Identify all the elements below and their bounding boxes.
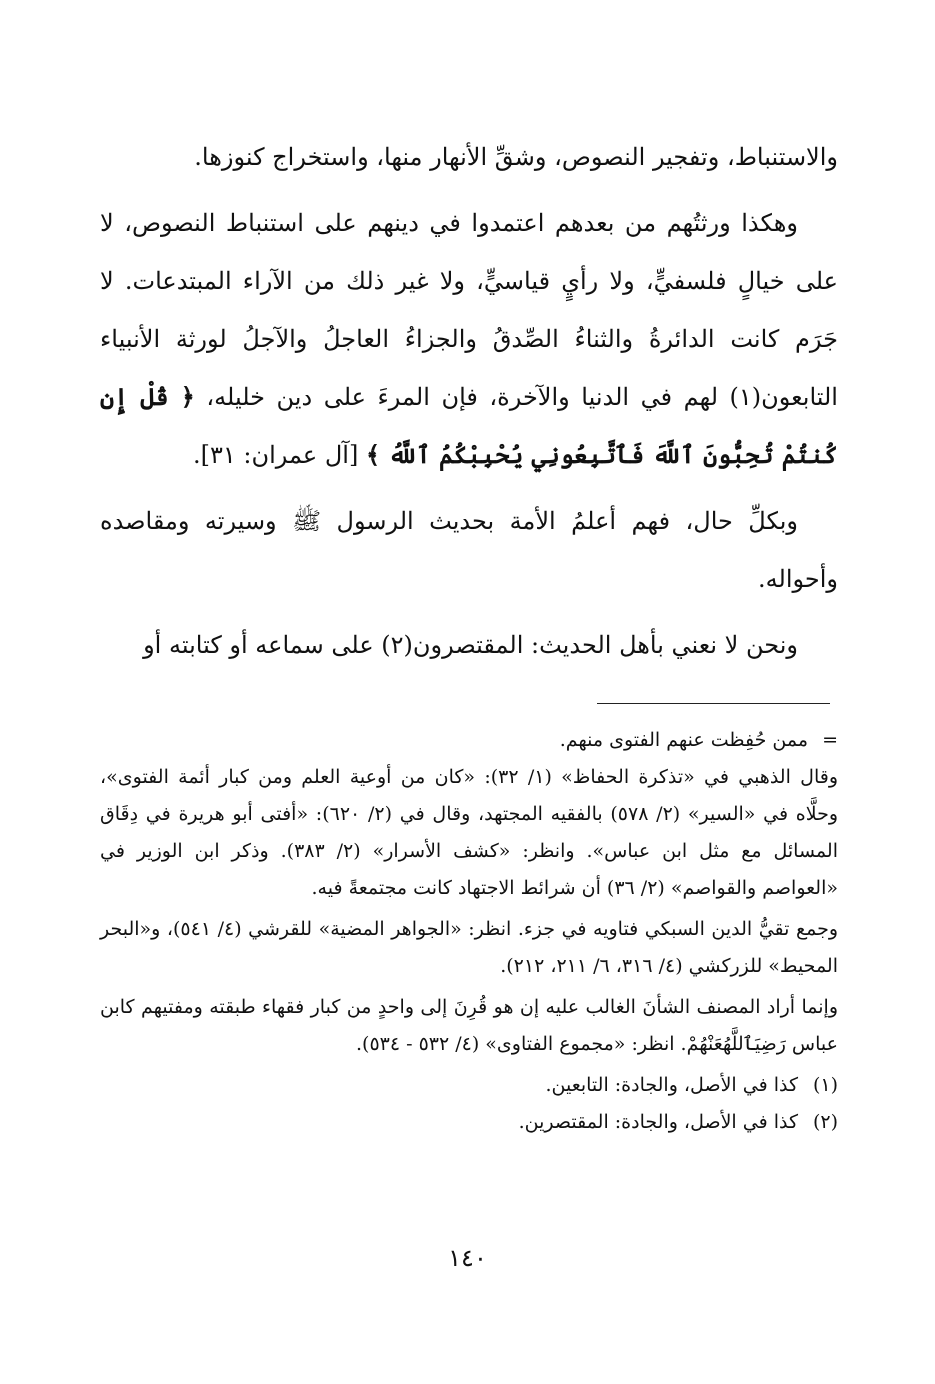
paragraph-3: وبكلِّ حال، فهم أعلمُ الأمة بحديث الرسول ﷺ وسيرته ومقاصده وأحواله. <box>100 507 838 593</box>
continuation-text: ممن حُفِظت عنهم الفتوى منهم. <box>559 729 808 751</box>
footnote-paragraph: وجمع تقيُّ الدين السبكي فتاويه في جزء. انظر: «الجواهر المضية» للقرشي (٤/ ٥٤١)، و«البحر المحيط» للزركشي (٤/ ٣١٦، ٦/ ٢١١، ٢١٢). <box>100 918 838 977</box>
paragraph-4: ونحن لا نعني بأهل الحديث: المقتصرون(٢) على سماعه أو كتابته أو <box>143 631 798 659</box>
footnote-number: (٢) <box>812 1111 838 1133</box>
footnote-paragraph: وإنما أراد المصنف الشأنَ الغالب عليه إن هو قُرِنَ إلى واحدٍ من كبار فقهاء طبقته ومفتيهم كابن عباس رَضِيَٱللَّهُعَنْهُمْ. انظر: «مجموع الفتاوى» (٤/ ٥٣٢ - ٥٣٤). <box>100 996 838 1055</box>
quran-verse: ﴿ قُلْ إِن كُنتُمْ تُحِبُّونَ ٱللَّهَ فَٱتَّبِعُونِي يُحْبِبْكُمُ ٱللَّهُ ﴾ <box>100 382 838 469</box>
footnotes <box>100 722 838 1141</box>
paragraph-2-text: وهكذا ورثتُهم من بعدهم اعتمدوا في دينهم على استنباط النصوص، لا على خيالٍ فلسفيٍّ، ولا رأيٍ قياسيٍّ، ولا غير ذلك من الآراء المبتدعات. لا جَرَم كانت الدائرةُ والثناءُ الصِّدقُ والجزاءُ العاجلُ والآجلُ لورثة الأنبياء التابعون(١) لهم في الدنيا والآخرة، فإن المرءَ على دين خليله، <box>100 209 838 411</box>
footnote-paragraph: وقال الذهبي في «تذكرة الحفاظ» (١/ ٣٢): «كان من أوعية العلم ومن كبار أئمة الفتوى»، وحلَّاه في «السير» (٢/ ٥٧٨) بالفقيه المجتهد، وقال في (٢/ ٦٢٠): «أفتى أبو هريرة في دِقَاق المسائل مع مثل ابن عباس». وانظر: «كشف الأسرار» (٢/ ٣٨٣). وذكر ابن الوزير في «العواصم والقواصم» (٢/ ٣٦) أن شرائط الاجتهاد كانت مجتمعةً فيه. <box>100 766 838 899</box>
footnote-number: (١) <box>812 1074 838 1096</box>
continuation-mark: = <box>822 729 838 751</box>
footnote-text: كذا في الأصل، والجادة: التابعين. <box>545 1074 798 1096</box>
paragraph-2 <box>100 194 838 484</box>
footnote-2 <box>100 1104 838 1141</box>
quran-reference: [آل عمران: ٣١]. <box>193 441 359 469</box>
footnote-continuation <box>100 722 838 759</box>
main-text <box>100 128 838 682</box>
paragraph-1: والاستنباط، وتفجير النصوص، وشقِّ الأنهار منها، واستخراج كنوزها. <box>194 143 838 171</box>
footnote-1 <box>100 1067 838 1104</box>
footnote-divider <box>597 703 830 704</box>
footnote-text: كذا في الأصل، والجادة: المقتصرين. <box>518 1111 798 1133</box>
page-number: ١٤٠ <box>448 1244 487 1272</box>
